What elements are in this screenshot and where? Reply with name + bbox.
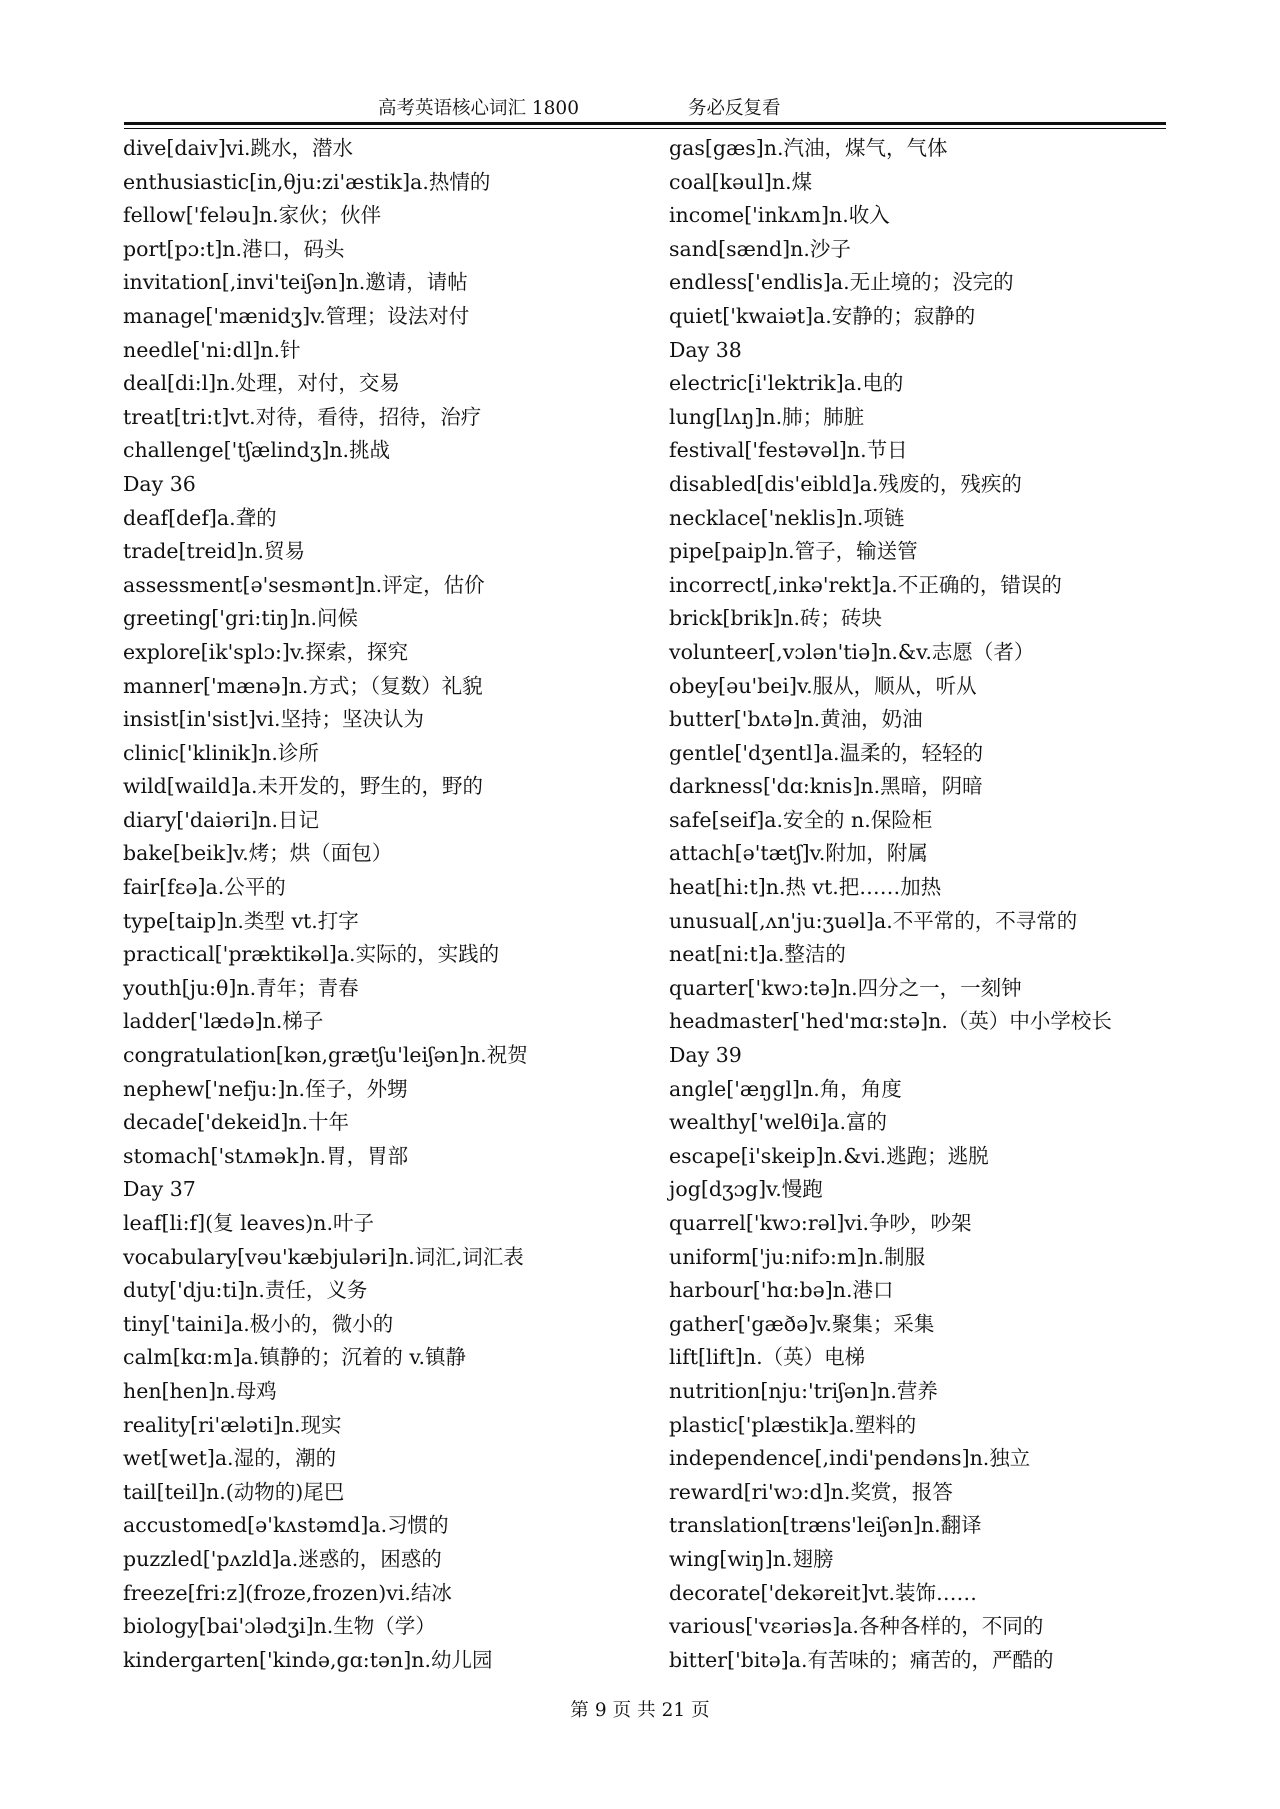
vocab-entry: Day 36 [123, 471, 196, 496]
vocab-entry: Day 38 [669, 337, 742, 362]
vocab-entry: volunteer[,vɔlən'tiə]n.&v.志愿（者） [669, 639, 1035, 664]
vocab-entry: incorrect[,inkə'rekt]a.不正确的，错误的 [669, 572, 1062, 597]
vocab-entry: port[pɔ:t]n.港口，码头 [123, 236, 345, 261]
vocab-entry: jog[dʒɔg]v.慢跑 [669, 1177, 823, 1202]
vocab-entry: manage['mænidʒ]v.管理；设法对付 [123, 303, 470, 328]
vocab-entry: assessment[ə'sesmənt]n.评定，估价 [123, 572, 485, 597]
vocab-entry: trade[treid]n.贸易 [123, 539, 306, 564]
vocab-entry: sand[sænd]n.沙子 [669, 236, 851, 261]
vocab-entry: headmaster['hed'mɑ:stə]n.（英）中小学校长 [669, 1009, 1112, 1034]
right-column [669, 132, 1169, 1677]
vocab-entry: duty['dju:ti]n.责任，义务 [123, 1278, 368, 1303]
vocab-entry: bake[beik]v.烤；烘（面包） [123, 841, 393, 866]
vocab-entry: translation[træns'leiʃən]n.翻译 [669, 1513, 982, 1538]
vocab-entry: obey[əu'bei]v.服从，顺从，听从 [669, 673, 977, 698]
vocab-entry: harbour['hɑ:bə]n.港口 [669, 1278, 894, 1303]
header-tag: 务必反复看 [688, 98, 781, 119]
vocab-entry: darkness['dɑ:knis]n.黑暗，阴暗 [669, 774, 983, 799]
vocab-entry: festival['festəvəl]n.节日 [669, 438, 908, 463]
vocab-entry: various['vɛəriəs]a.各种各样的，不同的 [669, 1614, 1044, 1639]
vocab-entry: nutrition[nju:'triʃən]n.营养 [669, 1378, 938, 1403]
footer-page-word: 页 [612, 1700, 632, 1721]
vocab-entry: decorate['dekəreit]vt.装饰…… [669, 1580, 977, 1605]
vocab-entry: diary['daiəri]n.日记 [123, 807, 320, 832]
vocab-entry: biology[bai'ɔlədʒi]n.生物（学） [123, 1614, 436, 1639]
page-footer [0, 1696, 1280, 1722]
vocab-entry: practical['præktikəl]a.实际的，实践的 [123, 942, 500, 967]
vocab-entry: safe[seif]a.安全的 n.保险柜 [669, 807, 933, 832]
vocab-entry: electric[i'lektrik]a.电的 [669, 371, 904, 396]
vocab-entry: wet[wet]a.湿的，潮的 [123, 1446, 337, 1471]
vocab-entry: needle['ni:dl]n.针 [123, 337, 301, 362]
vocab-entry: freeze[fri:z](froze,frozen)vi.结冰 [123, 1580, 452, 1605]
vocab-entry: necklace['neklis]n.项链 [669, 505, 905, 530]
vocab-entry: neat[ni:t]a.整洁的 [669, 942, 846, 967]
vocab-entry: coal[kəul]n.煤 [669, 169, 813, 194]
vocab-entry: insist[in'sist]vi.坚持；坚决认为 [123, 707, 424, 732]
vocab-entry: heat[hi:t]n.热 vt.把……加热 [669, 875, 942, 900]
vocab-entry: leaf[li:f](复 leaves)n.叶子 [123, 1211, 374, 1235]
vocab-entry: accustomed[ə'kʌstəmd]a.习惯的 [123, 1513, 449, 1538]
vocab-entry: ladder['lædə]n.梯子 [123, 1009, 324, 1034]
header-rule-thin [124, 128, 1166, 129]
vocab-entry: Day 39 [669, 1043, 742, 1068]
vocab-entry: decade['dekeid]n.十年 [123, 1110, 350, 1135]
vocab-entry: attach[ə'tætʃ]v.附加，附属 [669, 841, 928, 866]
vocab-entry: dive[daiv]vi.跳水，潜水 [123, 136, 354, 160]
footer-page-number: 9 [594, 1700, 607, 1721]
vocab-entry: kindergarten['kində,gɑ:tən]n.幼儿园 [123, 1647, 493, 1672]
vocab-entry: enthusiastic[in,θju:zi'æstik]a.热情的 [123, 169, 491, 194]
vocab-entry: angle['æŋgl]n.角，角度 [669, 1076, 902, 1101]
header-rule-thick [124, 122, 1166, 125]
vocab-entry: reality[ri'æləti]n.现实 [123, 1412, 342, 1437]
vocab-entry: gas[gæs]n.汽油，煤气，气体 [669, 136, 948, 160]
vocab-entry: quarrel['kwɔ:rəl]vi.争吵，吵架 [669, 1211, 972, 1235]
vocab-entry: clinic['klinik]n.诊所 [123, 740, 319, 765]
vocab-entry: wing[wiŋ]n.翅膀 [669, 1546, 834, 1571]
vocab-entry: challenge['tʃælindʒ]n.挑战 [123, 438, 391, 463]
vocab-entry: lift[lift]n.（英）电梯 [669, 1345, 866, 1370]
vocab-entry: Day 37 [123, 1177, 196, 1202]
vocab-entry: disabled[dis'eibld]a.残废的，残疾的 [669, 471, 1022, 496]
vocab-entry: quarter['kwɔ:tə]n.四分之一，一刻钟 [669, 975, 1022, 1000]
vocab-entry: hen[hen]n.母鸡 [123, 1378, 277, 1403]
vocab-entry: escape[i'skeip]n.&vi.逃跑；逃脱 [669, 1143, 989, 1168]
vocab-entry: fair[fɛə]a.公平的 [123, 875, 286, 900]
left-column [123, 132, 663, 1677]
vocab-entry: puzzled['pʌzld]a.迷惑的，困惑的 [123, 1546, 442, 1571]
vocab-entry: bitter['bitə]a.有苦味的；痛苦的，严酷的 [669, 1647, 1054, 1672]
vocab-entry: deaf[def]a.聋的 [123, 505, 277, 530]
vocab-entry: manner['mænə]n.方式；（复数）礼貌 [123, 673, 483, 698]
vocab-entry: plastic['plæstik]a.塑料的 [669, 1412, 917, 1437]
vocab-entry: brick[brik]n.砖；砖块 [669, 606, 882, 631]
vocab-entry: nephew['nefju:]n.侄子，外甥 [123, 1076, 408, 1101]
vocab-entry: invitation[,invi'teiʃən]n.邀请，请帖 [123, 270, 468, 295]
vocab-entry: independence[,indi'pendəns]n.独立 [669, 1446, 1031, 1471]
vocab-entry: wealthy['welθi]a.富的 [669, 1110, 887, 1135]
vocab-entry: pipe[paip]n.管子，输送管 [669, 539, 918, 564]
vocab-entry: uniform['ju:nifɔ:m]n.制服 [669, 1244, 926, 1269]
vocab-entry: gather['gæðə]v.聚集；采集 [669, 1311, 935, 1336]
page-header [0, 92, 1280, 122]
vocab-entry: deal[di:l]n.处理，对付，交易 [123, 371, 400, 396]
vocab-entry: congratulation[kən,grætʃu'leiʃən]n.祝贺 [123, 1043, 528, 1068]
vocab-entry: greeting['gri:tiŋ]n.问候 [123, 606, 359, 631]
vocab-entry: explore[ik'splɔ:]v.探索，探究 [123, 639, 409, 664]
vocab-entry: income['inkʌm]n.收入 [669, 203, 890, 228]
footer-total-pages: 21 [661, 1700, 686, 1721]
vocab-entry: calm[kɑ:m]a.镇静的；沉着的 v.镇静 [123, 1345, 467, 1370]
vocab-entry: wild[waild]a.未开发的，野生的，野的 [123, 774, 484, 799]
vocab-entry: endless['endlis]a.无止境的；没完的 [669, 270, 1014, 295]
vocab-entry: tail[teil]n.(动物的)尾巴 [123, 1479, 345, 1504]
vocab-entry: butter['bʌtə]n.黄油，奶油 [669, 707, 923, 732]
vocab-entry: tiny['taini]a.极小的，微小的 [123, 1311, 394, 1336]
vocab-entry: lung[lʌŋ]n.肺；肺脏 [669, 404, 865, 429]
vocab-entry: fellow['feləu]n.家伙；伙伴 [123, 203, 382, 228]
vocab-entry: stomach['stʌmək]n.胃，胃部 [123, 1143, 409, 1168]
vocab-entry: treat[tri:t]vt.对待，看待，招待，治疗 [123, 404, 482, 429]
vocab-entry: reward[ri'wɔ:d]n.奖赏，报答 [669, 1479, 953, 1504]
vocab-entry: quiet['kwaiət]a.安静的；寂静的 [669, 303, 976, 328]
footer-total-word: 共 [637, 1700, 656, 1721]
header-title: 高考英语核心词汇 1800 [378, 98, 579, 119]
vocab-entry: youth[ju:θ]n.青年；青春 [123, 975, 359, 1000]
vocab-entry: unusual[,ʌn'ju:ʒuəl]a.不平常的，不寻常的 [669, 908, 1078, 933]
footer-suffix: 页 [691, 1700, 710, 1721]
vocab-entry: gentle['dʒentl]a.温柔的，轻轻的 [669, 740, 984, 765]
footer-prefix: 第 [570, 1700, 589, 1721]
vocab-entry: type[taip]n.类型 vt.打字 [123, 908, 359, 933]
vocab-entry: vocabulary[vəu'kæbjuləri]n.词汇,词汇表 [123, 1244, 524, 1269]
